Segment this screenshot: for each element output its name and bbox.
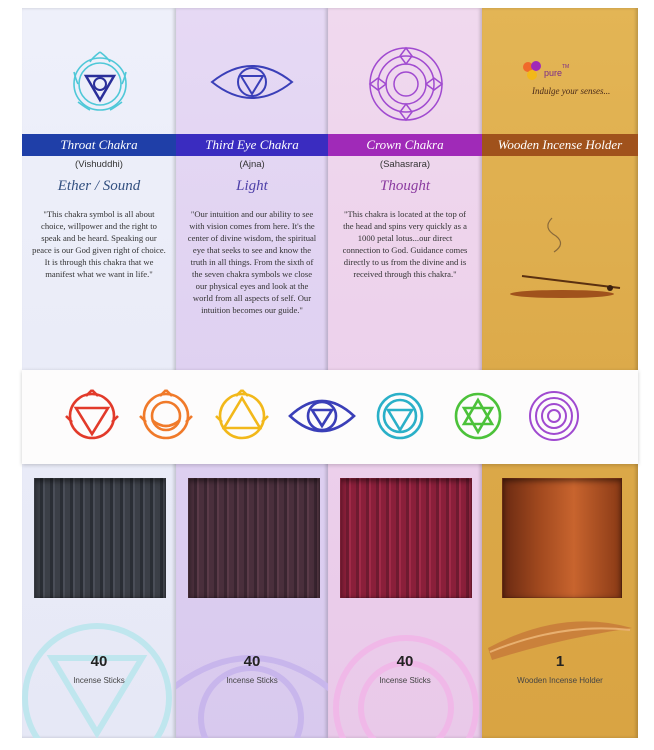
- title-band: [176, 134, 328, 156]
- crown-strip-icon: [524, 386, 584, 446]
- box-title: Wooden Incense Holder: [497, 137, 623, 152]
- holder-window: [502, 478, 622, 598]
- stick-unit: Incense Sticks: [73, 676, 125, 685]
- solar-plexus-chakra-icon: [212, 386, 272, 446]
- box-title: Third Eye Chakra: [205, 137, 299, 152]
- third-eye-chakra-icon: [208, 56, 296, 108]
- element-name: Light: [236, 178, 268, 194]
- brand-tagline: Indulge your senses...: [532, 86, 611, 96]
- title-band: [482, 134, 638, 156]
- element-name: Thought: [379, 178, 430, 194]
- stick-count: 40: [396, 653, 414, 670]
- chakra-quote: "This chakra symbol is all about choice, willpower and the right to speak and be heard. Speaking our peace is our God given right of choice. It is through this chakra that we manifest what we want in life.": [32, 209, 166, 279]
- item-count: 1: [555, 653, 565, 670]
- brand-name: pure: [544, 68, 563, 78]
- root-chakra-icon: [62, 386, 122, 446]
- sanskrit-name: (Sahasrara): [379, 159, 431, 170]
- throat-strip-icon: [370, 386, 430, 446]
- brand-tm: TM: [562, 64, 570, 70]
- crown-chakra-icon: [366, 44, 446, 124]
- heart-chakra-icon: [448, 386, 508, 446]
- box-title: Throat Chakra: [60, 137, 138, 152]
- sacral-chakra-icon: [136, 386, 196, 446]
- element-name: Ether / Sound: [57, 178, 141, 194]
- incense-window: [188, 478, 320, 598]
- incense-holder-icon: [500, 208, 630, 308]
- throat-chakra-icon: [64, 48, 136, 120]
- chakra-symbol-strip: [22, 370, 638, 464]
- third-eye-watermark-icon: [176, 608, 328, 738]
- pure-logo-icon: [522, 60, 544, 82]
- stick-unit: Incense Sticks: [226, 676, 278, 685]
- incense-gift-set: [22, 8, 638, 738]
- item-unit: Wooden Incense Holder: [517, 676, 603, 685]
- incense-window: [340, 478, 472, 598]
- chakra-quote: "This chakra is located at the top of the head and spins very quickly as a 1000 petal lotus...our direct connection to God. Guidance comes directly to us from the divine and is received through this chakra.": [342, 209, 468, 279]
- incense-window: [34, 478, 166, 598]
- box-title: Crown Chakra: [366, 137, 444, 152]
- sanskrit-name: (Ajna): [239, 159, 265, 170]
- stick-count: 40: [243, 653, 261, 670]
- title-band: [22, 134, 176, 156]
- stick-unit: Incense Sticks: [379, 676, 431, 685]
- stick-count: 40: [90, 653, 108, 670]
- sanskrit-name: (Vishuddhi): [75, 159, 123, 170]
- chakra-quote: "Our intuition and our ability to see with vision comes from here. It's the center of divine wisdom, the spiritual eye that seeks to see and know the truth in all things. From the sixth of the seven chakra symbols we close our physical eyes and look at the world from all aspects of self. Our intuition becomes our guide.": [187, 209, 317, 315]
- third-eye-strip-icon: [286, 386, 358, 446]
- title-band: [328, 134, 482, 156]
